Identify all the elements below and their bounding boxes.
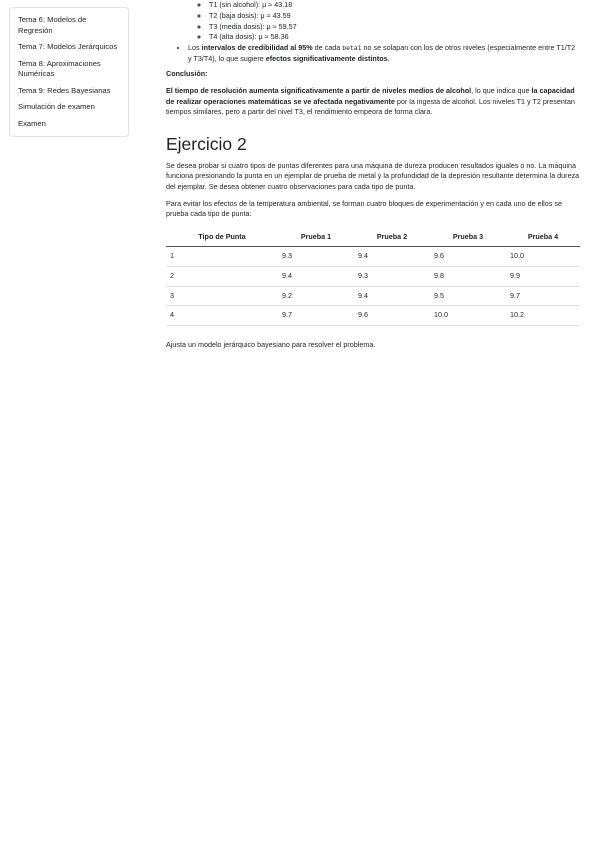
table-cell: 9.9 (506, 266, 580, 286)
column-header: Prueba 1 (278, 229, 354, 247)
table-header-row (166, 229, 580, 247)
table-cell: 9.8 (430, 266, 506, 286)
conclusion-paragraph (166, 86, 580, 118)
table-cell: 10.0 (430, 306, 506, 326)
table-cell: 2 (166, 266, 278, 286)
exercise-2-paragraph: Para evitar los efectos de la temperatura ambiental, se forman cuatro bloques de experimentación y en cada uno de ellos se prueba cada tipo de punta: (166, 198, 562, 219)
table-row (166, 286, 580, 306)
table-cell: 9.7 (278, 306, 354, 326)
table-cell: 9.2 (278, 286, 354, 306)
bullet-bold-text: intervalos de credibilidad al 95% (201, 43, 313, 53)
exercise-2-instruction: Ajusta un modelo jerárquico bayesiano para resolver el problema. (166, 339, 376, 349)
table-cell: 10.2 (506, 306, 580, 326)
conclusion-text: por la ingesta de alcohol. Los niveles T1 y T2 presentan tiempos similares, pero a partir del nivel T3, el rendimiento empeora de forma clara. (166, 96, 575, 117)
hardness-table (166, 229, 580, 326)
exercise-2-title: Ejercicio 2 (166, 133, 247, 154)
bullet-text: de cada (312, 43, 343, 53)
level-mean-item: ◦ T4 (alta dosis): μ ≈ 58.36 (209, 32, 580, 43)
sidebar-item-examen[interactable]: Examen (18, 118, 46, 128)
level-mean-item: ◦ T2 (baja dosis): μ ≈ 43.59 (209, 11, 580, 22)
table-row (166, 247, 580, 267)
table-cell: 9.7 (506, 286, 580, 306)
inline-code: beta1 (342, 44, 362, 53)
column-header: Prueba 4 (506, 229, 580, 247)
table-cell: 9.6 (354, 306, 430, 326)
conclusion-bold-text: El tiempo de resolución aumenta significativamente a partir de niveles medios de alcohol (166, 85, 472, 95)
sidebar-item-tema6[interactable]: Tema 6: Modelos de Regresión (18, 15, 87, 35)
bullet-text: Los (188, 43, 202, 53)
table-cell: 9.3 (354, 266, 430, 286)
bullet-bold-text: efectos significativamente distintos (265, 53, 388, 63)
table-row (166, 306, 580, 326)
main-content (166, 0, 580, 350)
sidebar-item-tema9[interactable]: Tema 9: Redes Bayesianas (18, 85, 111, 95)
table-row (166, 266, 580, 286)
column-header: Prueba 2 (354, 229, 430, 247)
table-cell: 9.4 (354, 286, 430, 306)
level-mean-item: ◦ T3 (media dosis): μ ≈ 59.57 (209, 22, 580, 33)
sidebar-item-tema8[interactable]: Tema 8: Aproximaciones Numéricas (18, 58, 101, 78)
sidebar-nav (9, 7, 129, 137)
column-header: Prueba 3 (430, 229, 506, 247)
column-header: Tipo de Punta (166, 229, 278, 247)
credibility-bullet-list (166, 43, 580, 64)
level-means-list (166, 0, 580, 43)
table-cell: 9.3 (278, 247, 354, 267)
table-cell: 4 (166, 306, 278, 326)
bullet-text: no se solapan con los de otros niveles (especialmente entre T1/T2 y T3/T4), lo que sugiere (188, 43, 576, 63)
table-cell: 10.0 (506, 247, 580, 267)
table-cell: 9.6 (430, 247, 506, 267)
table-cell: 3 (166, 286, 278, 306)
table-cell: 1 (166, 247, 278, 267)
table-cell: 9.4 (354, 247, 430, 267)
exercise-2-paragraph: Se desea probar si cuatro tipos de puntas diferentes para una máquina de dureza producen resultados iguales o no. La máquina funciona presionando la punta en un ejemplar de prueba de metal y la profundidad de la depresión resultante determina la dureza del ejemplar. Se desea obtener cuatro observaciones para cada tipo de punta. (166, 160, 580, 191)
level-mean-item: ◦ T1 (sin alcohol): μ ≈ 43.18 (209, 0, 580, 11)
conclusion-heading: Conclusión: (166, 69, 208, 79)
conclusion-bold-text: la capacidad de realizar operaciones matemáticas se ve afectada negativamente (166, 85, 575, 106)
table-cell: 9.5 (430, 286, 506, 306)
table-cell: 9.4 (278, 266, 354, 286)
credibility-bullet (188, 43, 580, 64)
sidebar-item-tema7[interactable]: Tema 7: Modelos Jerárquicos (18, 42, 118, 51)
bullet-text: . (387, 53, 390, 63)
sidebar-item-simulacion[interactable]: Simulación de examen (18, 102, 95, 111)
conclusion-text: , lo que indica que (471, 85, 532, 95)
